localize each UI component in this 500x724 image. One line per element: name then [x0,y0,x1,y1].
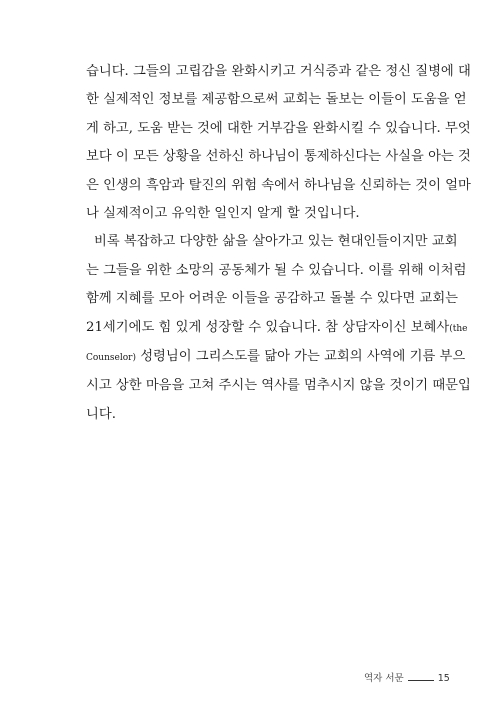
text-segment: 성령님이 그리스도를 닮아 가는 교회의 사역에 기름 부으 [140,349,466,365]
text-line-with-note [86,343,466,372]
text-segment: 21세기에도 힘 있게 성장할 수 있습니다. 참 상담자이신 보혜사 [86,319,450,335]
text-line: 니다. [86,406,116,422]
text-line: 나 실제적이고 유익한 일인지 알게 할 것입니다. [86,206,360,222]
text-line: 함께 지혜를 모아 어려운 이들을 공감하고 돌볼 수 있다면 교회는 [86,291,459,307]
text-line-with-note [86,314,468,343]
text-line: 한 실제적인 정보를 제공함으로써 교회는 돌보는 이들이 도움을 얻 [86,92,467,108]
text-line: 은 인생의 흑암과 탈진의 위험 속에서 하나님을 신뢰하는 것이 얼마 [86,177,471,193]
body-text [86,58,471,429]
page-footer [364,670,450,684]
page-number: 15 [437,673,450,684]
footer-rule [408,680,434,681]
annotation-the: (the [449,323,468,334]
text-line: 습니다. 그들의 고립감을 완화시키고 거식증과 같은 정신 질병에 대 [86,64,471,79]
text-line: 게 하고, 도움 받는 것에 대한 거부감을 완화시킬 수 있습니다. 무엇 [86,120,471,136]
annotation-counselor: Counselor) [86,353,136,364]
text-line: 비록 복잡하고 다양한 삶을 살아가고 있는 현대인들이지만 교회 [94,234,458,250]
text-line: 시고 상한 마음을 고쳐 주시는 역사를 멈추시지 않을 것이기 때문입 [86,378,471,394]
running-footer-title: 역자 서문 [364,673,404,684]
text-line: 는 그들을 위한 소망의 공동체가 될 수 있습니다. 이를 위해 이처럼 [86,262,467,278]
text-line: 보다 이 모든 상황을 선하신 하나님이 통제하신다는 사실을 아는 것 [86,149,471,165]
